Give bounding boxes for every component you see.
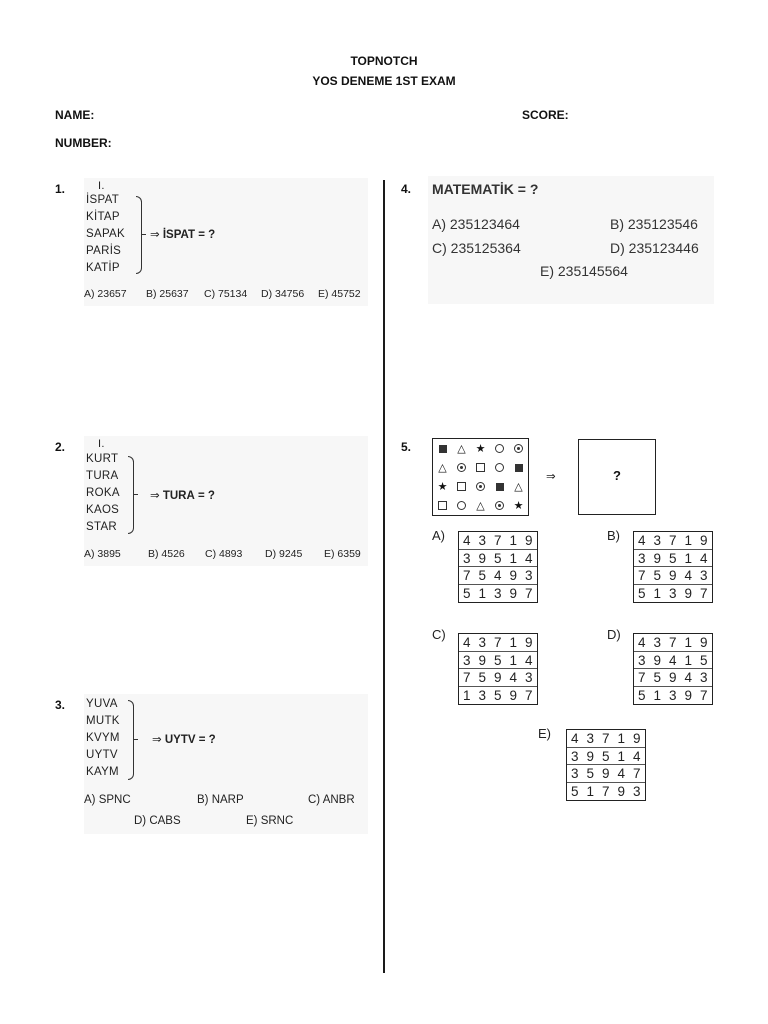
q1-brace-tip (142, 234, 146, 235)
q3-brace-tip (134, 739, 138, 740)
q2-option-d[interactable]: D) 9245 (265, 548, 303, 560)
q5-answer-box (578, 439, 656, 515)
grid-cell: 3 (521, 669, 537, 687)
q5-option-b-grid[interactable] (633, 531, 713, 603)
grid-cell: 3 (493, 585, 502, 601)
grid-cell: 3 (632, 783, 641, 799)
q1-option-a[interactable]: A) 23657 (84, 288, 127, 300)
q5-option-b-label: B) (607, 528, 620, 543)
grid-cell: 5 (637, 687, 646, 703)
q3-word: UYTV (86, 749, 118, 761)
square-filled-icon (490, 477, 509, 496)
q2-word: TURA (86, 470, 119, 482)
square-filled-icon (433, 439, 452, 458)
star-icon: ★ (437, 481, 448, 493)
grid-cell: 4 (459, 532, 475, 550)
grid-cell: 5 (650, 567, 666, 585)
circle-dot-icon (452, 458, 471, 477)
q2-number: 2. (55, 440, 66, 454)
grid-cell: 4 (521, 550, 537, 568)
q2-target: TURA (162, 490, 195, 502)
grid-cell: 9 (475, 550, 491, 568)
grid-cell: 5 (665, 550, 681, 568)
grid-cell: 5 (493, 687, 502, 703)
q2-figure (84, 436, 368, 566)
grid-cell: 4 (696, 550, 712, 568)
grid-cell: 7 (634, 669, 650, 687)
grid-cell: 1 (681, 634, 697, 652)
grid-cell: 9 (684, 585, 692, 601)
circle-dot-icon (490, 496, 509, 515)
q2-equals: = ? (198, 490, 215, 502)
q2-word: KAOS (86, 504, 120, 516)
q2-option-a[interactable]: A) 3895 (84, 548, 121, 560)
q1-word: İSPAT (86, 194, 120, 206)
grid-cell: 1 (614, 730, 630, 748)
q2-roman: I. (98, 438, 105, 450)
grid-cell: 5 (650, 669, 666, 687)
grid-cell: 5 (475, 567, 491, 585)
grid-cell: 7 (459, 567, 475, 585)
grid-cell: 1 (506, 634, 522, 652)
grid-cell: 1 (586, 783, 594, 799)
grid-cell: 7 (490, 532, 506, 550)
grid-cell: 9 (650, 550, 666, 568)
grid-cell: 5 (490, 550, 506, 568)
grid-cell: 4 (634, 532, 650, 550)
q1-options (84, 288, 368, 302)
q5-question-mark: ? (613, 468, 621, 483)
triangle-icon: △ (438, 462, 447, 474)
triangle-icon: △ (457, 443, 466, 455)
grid-cell: 3 (478, 687, 486, 703)
triangle-icon: △ (476, 500, 485, 512)
grid-cell: 9 (665, 669, 681, 687)
grid-cell: 3 (668, 687, 677, 703)
number-label: NUMBER: (55, 136, 112, 150)
circle-icon (490, 458, 509, 477)
grid-cell: 5 (462, 585, 471, 601)
q1-word: KATİP (86, 262, 120, 274)
q3-word: KVYM (86, 732, 120, 744)
q5-option-a-grid[interactable] (458, 531, 538, 603)
q1-option-d[interactable]: D) 34756 (261, 288, 305, 300)
q5-option-d-grid[interactable] (633, 633, 713, 705)
grid-cell: 9 (583, 748, 599, 766)
square-filled-icon (509, 458, 528, 477)
q5-option-e-label: E) (538, 726, 551, 741)
grid-cell: 1 (506, 532, 522, 550)
circle-icon (490, 439, 509, 458)
grid-cell: 5 (490, 652, 506, 670)
circle-dot-icon (471, 477, 490, 496)
q2-option-b[interactable]: B) 4526 (148, 548, 185, 560)
q1-roman: I. (98, 180, 105, 192)
q3-word: MUTK (86, 715, 120, 727)
grid-cell: 5 (637, 585, 646, 601)
grid-cell: 7 (665, 532, 681, 550)
q5-option-e-grid[interactable] (566, 729, 646, 801)
grid-cell: 7 (601, 783, 610, 799)
grid-cell: 5 (583, 765, 599, 783)
grid-cell: 3 (583, 730, 599, 748)
q1-word: KİTAP (86, 211, 120, 223)
grid-cell: 3 (521, 567, 537, 585)
grid-cell: 1 (478, 585, 486, 601)
q4-title: MATEMATİK = ? (432, 181, 539, 197)
grid-cell: 9 (684, 687, 692, 703)
grid-cell: 7 (699, 585, 708, 601)
grid-cell: 9 (696, 532, 712, 550)
grid-cell: 3 (696, 567, 712, 585)
q4-figure (428, 176, 714, 304)
q3-option-b[interactable]: B) NARP (197, 794, 244, 806)
grid-cell: 9 (475, 652, 491, 670)
star-icon: ★ (475, 443, 486, 455)
q3-figure (84, 694, 368, 834)
square-empty-icon (452, 477, 471, 496)
grid-cell: 9 (650, 652, 666, 670)
grid-cell: 7 (665, 634, 681, 652)
grid-cell: 1 (681, 652, 697, 670)
grid-cell: 3 (634, 652, 650, 670)
q3-number: 3. (55, 698, 66, 712)
q3-option-d[interactable]: D) CABS (134, 815, 181, 827)
q3-option-e[interactable]: E) SRNC (246, 815, 294, 827)
q3-target: UYTV (164, 734, 196, 746)
q3-word-list (86, 696, 120, 781)
grid-cell: 9 (665, 567, 681, 585)
grid-cell: 9 (696, 634, 712, 652)
q2-word: ROKA (86, 487, 120, 499)
q5-shape-grid (432, 438, 529, 516)
q4-option-d[interactable]: D) 235123446 (610, 240, 699, 256)
q1-figure (84, 178, 368, 306)
q1-word-list (86, 192, 125, 277)
name-label: NAME: (55, 108, 95, 122)
circle-dot-icon (509, 439, 528, 458)
square-empty-icon (471, 458, 490, 477)
q4-option-e[interactable]: E) 235145564 (540, 263, 628, 279)
q5-number: 5. (401, 440, 412, 454)
q4-option-c[interactable]: C) 235125364 (432, 240, 521, 256)
grid-cell: 7 (524, 585, 533, 601)
grid-cell: 4 (629, 748, 645, 766)
grid-cell: 3 (459, 550, 475, 568)
q5-option-c-grid[interactable] (458, 633, 538, 705)
grid-cell: 9 (490, 669, 506, 687)
grid-cell: 4 (459, 634, 475, 652)
q4-option-b[interactable]: B) 235123546 (610, 216, 698, 232)
grid-cell: 3 (668, 585, 677, 601)
q2-word: STAR (86, 521, 118, 533)
grid-cell: 1 (506, 550, 522, 568)
grid-cell: 1 (653, 585, 661, 601)
q1-equals: = ? (198, 229, 216, 241)
grid-cell: 9 (521, 634, 537, 652)
column-divider (383, 180, 385, 973)
exam-subtitle: YOS DENEME 1ST EXAM (312, 74, 456, 88)
arrow-icon: ⇒ (152, 734, 162, 746)
q4-option-a[interactable]: A) 235123464 (432, 216, 520, 232)
grid-cell: 4 (681, 669, 697, 687)
q1-option-e[interactable]: E) 45752 (318, 288, 361, 300)
grid-cell: 9 (521, 532, 537, 550)
grid-cell: 5 (570, 783, 579, 799)
q1-equation (150, 227, 215, 241)
q3-option-a[interactable]: A) SPNC (84, 794, 131, 806)
grid-cell: 1 (614, 748, 630, 766)
q1-word: PARİS (86, 245, 122, 257)
grid-cell: 7 (524, 687, 533, 703)
q5-option-c-label: C) (432, 627, 446, 642)
grid-cell: 9 (617, 783, 625, 799)
grid-cell: 4 (634, 634, 650, 652)
grid-cell: 9 (509, 687, 517, 703)
grid-cell: 4 (567, 730, 583, 748)
q2-option-c[interactable]: C) 4893 (205, 548, 243, 560)
q3-equation (152, 732, 216, 746)
grid-cell: 1 (506, 652, 522, 670)
grid-cell: 5 (598, 748, 614, 766)
q2-option-e[interactable]: E) 6359 (324, 548, 361, 560)
grid-cell: 1 (462, 687, 471, 703)
grid-cell: 3 (459, 652, 475, 670)
arrow-icon: ⇒ (150, 490, 160, 502)
grid-cell: 1 (681, 550, 697, 568)
grid-cell: 4 (521, 652, 537, 670)
circle-icon (452, 496, 471, 515)
grid-cell: 3 (475, 532, 491, 550)
grid-cell: 1 (681, 532, 697, 550)
grid-cell: 9 (509, 585, 517, 601)
square-empty-icon (433, 496, 452, 515)
grid-cell: 3 (650, 532, 666, 550)
arrow-icon: ⇒ (150, 229, 160, 241)
grid-cell: 9 (598, 765, 614, 783)
q4-number: 4. (401, 182, 412, 196)
grid-cell: 9 (506, 567, 522, 585)
q2-word: KURT (86, 453, 119, 465)
grid-cell: 4 (506, 669, 522, 687)
grid-cell: 7 (634, 567, 650, 585)
q2-equation (150, 488, 215, 502)
grid-cell: 7 (490, 634, 506, 652)
q2-options (84, 548, 368, 562)
q2-brace-tip (134, 494, 138, 495)
q5-option-d-label: D) (607, 627, 621, 642)
q2-word-list (86, 451, 120, 536)
q3-word: YUVA (86, 698, 118, 710)
triangle-icon: △ (514, 481, 523, 493)
grid-cell: 3 (567, 765, 583, 783)
grid-cell: 4 (681, 567, 697, 585)
grid-cell: 3 (650, 634, 666, 652)
score-label: SCORE: (522, 108, 569, 122)
q1-option-b[interactable]: B) 25637 (146, 288, 189, 300)
arrow-icon: ⇒ (546, 471, 556, 483)
grid-cell: 7 (699, 687, 708, 703)
grid-cell: 4 (614, 765, 630, 783)
q3-options (84, 794, 368, 830)
q1-number: 1. (55, 182, 66, 196)
grid-cell: 7 (459, 669, 475, 687)
grid-cell: 7 (598, 730, 614, 748)
q3-option-c[interactable]: C) ANBR (308, 794, 355, 806)
grid-cell: 5 (696, 652, 712, 670)
grid-cell: 3 (634, 550, 650, 568)
grid-cell: 7 (629, 765, 645, 783)
grid-cell: 3 (696, 669, 712, 687)
q1-target: İSPAT (162, 229, 196, 241)
grid-cell: 5 (475, 669, 491, 687)
star-icon: ★ (513, 500, 524, 512)
grid-cell: 3 (475, 634, 491, 652)
grid-cell: 9 (629, 730, 645, 748)
grid-cell: 4 (665, 652, 681, 670)
grid-cell: 1 (653, 687, 661, 703)
grid-cell: 4 (490, 567, 506, 585)
q5-option-a-label: A) (432, 528, 445, 543)
q3-word: KAYM (86, 766, 119, 778)
exam-title: TOPNOTCH (350, 54, 418, 68)
q1-word: SAPAK (86, 228, 125, 240)
q3-equals: = ? (198, 734, 216, 746)
grid-cell: 3 (567, 748, 583, 766)
q1-option-c[interactable]: C) 75134 (204, 288, 248, 300)
